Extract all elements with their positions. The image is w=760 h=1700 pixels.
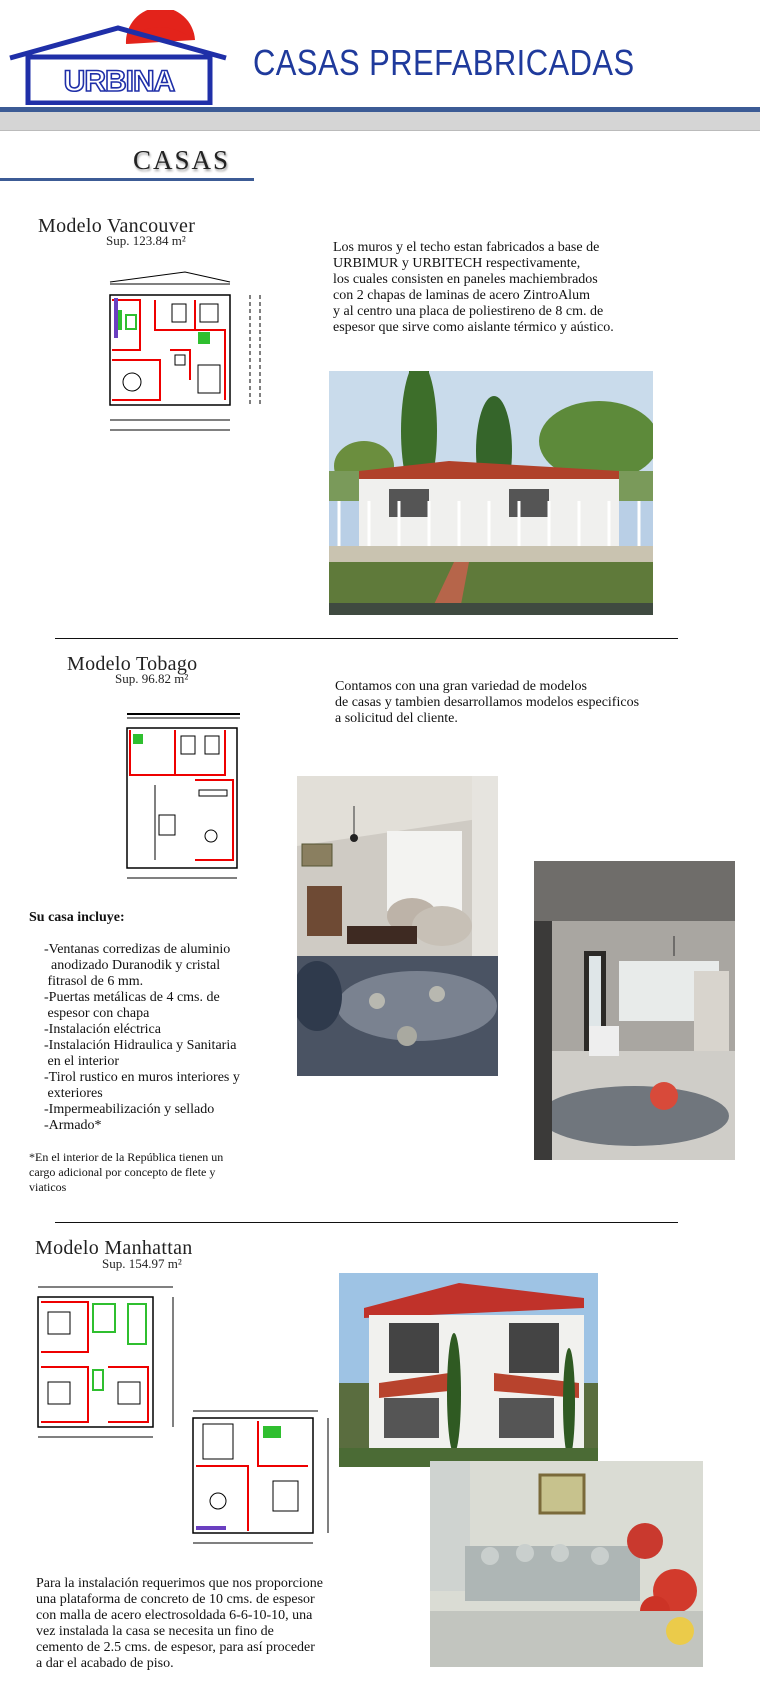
urbina-logo[interactable]	[8, 10, 230, 105]
list-item: en el interior	[44, 1054, 120, 1069]
manhattan-description: Para la instalación requerimos que nos proporcione una plataforma de concreto de 10 cms. de espesor con malla de acero electrosoldada 6-6-10-10, una vez instalada la casa se necesita un fino de cemento de 2.5 cms. de espesor, para así proceder a dar el acabado de piso.	[36, 1576, 323, 1671]
list-item: -Instalación eléctrica	[44, 1022, 161, 1037]
divider-2	[55, 1222, 678, 1223]
list-item: anodizado Duranodik y cristal	[44, 958, 221, 973]
list-item: -Instalación Hidraulica y Sanitaria	[44, 1038, 237, 1053]
list-item: -Armado*	[44, 1118, 102, 1133]
manhattan-title: Modelo Manhattan	[35, 1237, 193, 1259]
vancouver-house-photo[interactable]	[329, 371, 653, 615]
list-item: -Tirol rustico en muros interiores y	[44, 1070, 240, 1085]
vancouver-sup: Sup. 123.84 m²	[106, 233, 186, 248]
page-title: CASAS PREFABRICADAS	[253, 42, 635, 83]
tobago-living-room-photo[interactable]	[297, 776, 498, 1076]
tobago-floor-plan[interactable]	[115, 710, 250, 885]
includes-title: Su casa incluye:	[29, 910, 125, 925]
header-gray-bar	[0, 112, 760, 131]
tobago-sup: Sup. 96.82 m²	[115, 671, 189, 686]
vancouver-description: Los muros y el techo estan fabricados a base de URBIMUR y URBITECH respectivamente, los cuales consisten en paneles machiembrados con 2 chapas de laminas de acero ZintroAlum y al centro una placa de poliestireno de 8 cm. de espesor que sirve como aislante térmico y aústico.	[333, 240, 614, 335]
list-item: -Puertas metálicas de 4 cms. de	[44, 990, 220, 1005]
svg-text:URBINA: URBINA	[63, 65, 175, 98]
list-item: espesor con chapa	[44, 1006, 150, 1021]
divider-1	[55, 638, 678, 639]
tobago-dining-room-photo[interactable]	[534, 861, 735, 1160]
manhattan-sup: Sup. 154.97 m²	[102, 1256, 182, 1271]
tobago-title: Modelo Tobago	[67, 653, 198, 675]
list-item: -Impermeabilización y sellado	[44, 1102, 215, 1117]
vancouver-floor-plan[interactable]	[100, 270, 270, 445]
manhattan-house-photo[interactable]	[339, 1273, 598, 1467]
list-item: fitrasol de 6 mm.	[44, 974, 144, 989]
includes-list	[44, 942, 240, 1134]
vancouver-title: Modelo Vancouver	[38, 215, 196, 237]
manhattan-interior-photo[interactable]	[430, 1461, 703, 1667]
list-item: exteriores	[44, 1086, 103, 1101]
list-item: -Ventanas corredizas de aluminio	[44, 942, 231, 957]
includes-note: *En el interior de la República tienen un cargo adicional por concepto de flete y viaticos	[29, 1150, 224, 1194]
manhattan-floor-plan-upper[interactable]	[33, 1282, 188, 1447]
manhattan-floor-plan-lower[interactable]	[188, 1406, 338, 1551]
section-rule	[0, 178, 254, 181]
section-title: CASAS	[133, 145, 231, 175]
tobago-description: Contamos con una gran variedad de modelos de casas y tambien desarrollamos modelos especificos a solicitud del cliente.	[335, 679, 640, 726]
